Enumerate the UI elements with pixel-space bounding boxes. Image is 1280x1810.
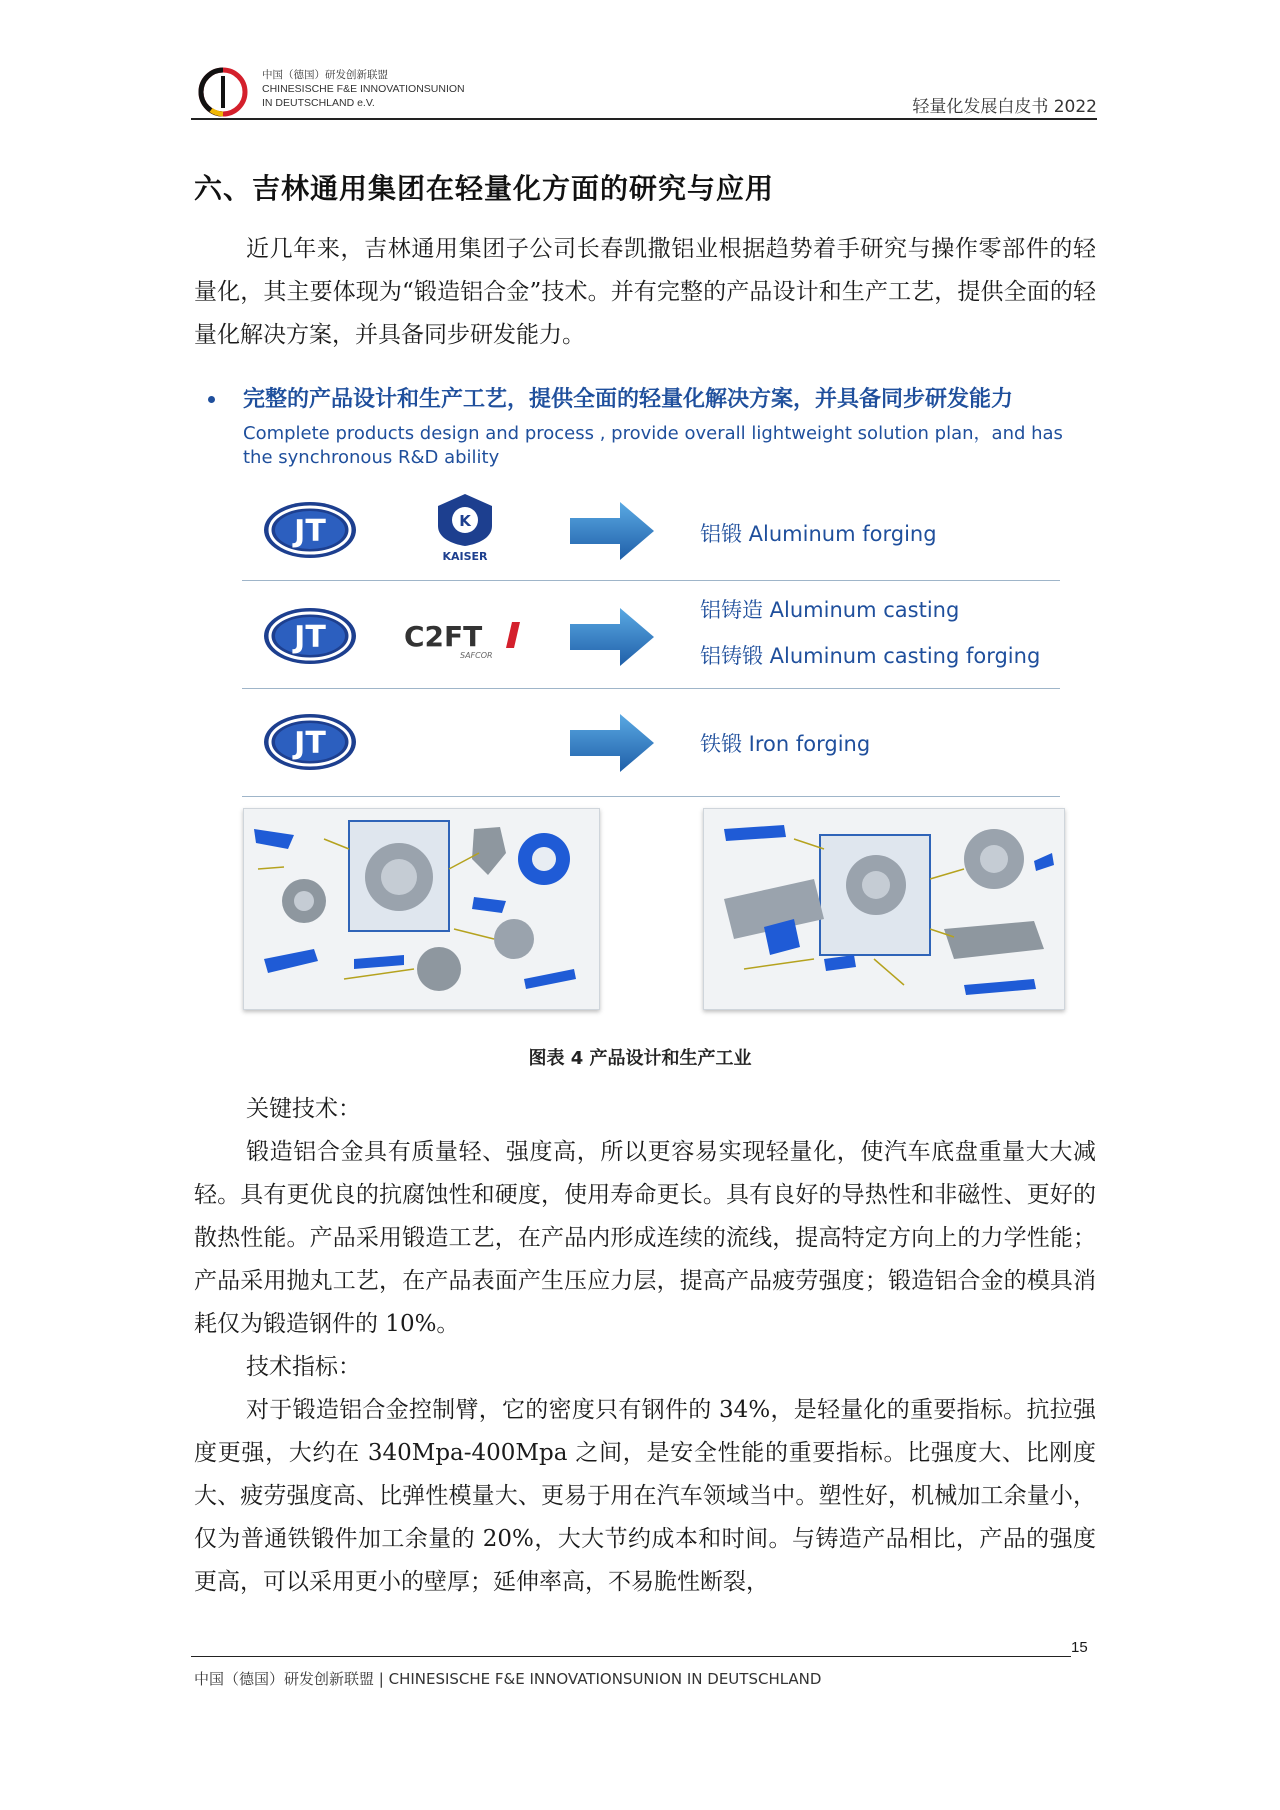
figure-heading-cn: 完整的产品设计和生产工艺，提供全面的轻量化解决方案，并具备同步研发能力 xyxy=(243,387,1014,412)
jt-logo xyxy=(262,606,358,666)
section-title: 六、吉林通用集团在轻量化方面的研究与应用 xyxy=(194,172,775,205)
row-label-aluminum-casting: 铝铸造 Aluminum casting xyxy=(700,598,960,622)
row-divider xyxy=(242,796,1060,797)
arrow-right-icon xyxy=(570,606,656,668)
svg-text:KAISER: KAISER xyxy=(442,550,488,563)
rear-suspension-parts-photo xyxy=(703,808,1065,1010)
footer-text: 中国（德国）研发创新联盟 | CHINESISCHE F&E INNOVATIONSUNION IN DEUTSCHLAND xyxy=(194,1670,822,1688)
jt-logo xyxy=(262,712,358,772)
body-text xyxy=(194,1088,1096,1604)
header-divider xyxy=(191,118,1097,120)
front-suspension-parts-photo xyxy=(243,808,600,1010)
footer-divider xyxy=(191,1656,1071,1657)
svg-text:SAFCOR: SAFCOR xyxy=(460,651,493,660)
intro-text: 近几年来，吉林通用集团子公司长春凯撒铝业根据趋势着手研究与操作零部件的轻量化，其主要体现为“锻造铝合金”技术。并有完整的产品设计和生产工艺，提供全面的轻量化解决方案，并具备同步研发能力。 xyxy=(194,236,1096,348)
intro-paragraph xyxy=(194,228,1096,357)
jt-logo xyxy=(262,500,358,560)
bullet-dot xyxy=(208,396,215,403)
technical-indicators-heading: 技术指标： xyxy=(246,1354,361,1380)
org-name xyxy=(262,68,465,110)
arrow-right-icon xyxy=(570,500,656,562)
key-technology-paragraph: 锻造铝合金具有质量轻、强度高，所以更容易实现轻量化，使汽车底盘重量大大减轻。具有更优良的抗腐蚀性和硬度，使用寿命更长。具有良好的导热性和非磁性、更好的散热性能。产品采用锻造工艺，在产品内形成连续的流线，提高特定方向上的力学性能；产品采用抛丸工艺，在产品表面产生压应力层，提高产品疲劳强度；锻造铝合金的模具消耗仅为锻造钢件的 10%。 xyxy=(194,1139,1096,1337)
row-divider xyxy=(242,688,1060,689)
org-name-de-line2: IN DEUTSCHLAND e.V. xyxy=(262,97,375,109)
alliance-logo xyxy=(197,66,249,118)
document-title: 轻量化发展白皮书 2022 xyxy=(912,97,1097,117)
figure-heading-en: Complete products design and process , provide overall lightweight solution plan，and has the synchronous R&D ability xyxy=(243,423,1063,468)
key-technology-heading: 关键技术： xyxy=(246,1096,361,1122)
svg-text:JT: JT xyxy=(294,514,326,549)
row-label-aluminum-casting-forging: 铝铸锻 Aluminum casting forging xyxy=(700,644,1041,668)
row-label-iron-forging: 铁锻 Iron forging xyxy=(700,732,871,756)
svg-text:JT: JT xyxy=(294,620,326,655)
row-divider xyxy=(242,580,1060,581)
figure-caption: 图表 4 产品设计和生产工业 xyxy=(528,1048,752,1069)
row-label-aluminum-forging: 铝锻 Aluminum forging xyxy=(700,522,937,546)
org-name-de: CHINESISCHE F&E INNOVATIONSUNION xyxy=(262,83,465,95)
technical-indicators-paragraph: 对于锻造铝合金控制臂，它的密度只有钢件的 34%，是轻量化的重要指标。抗拉强度更强，大约在 340Mpa-400Mpa 之间，是安全性能的重要指标。比强度大、比刚度大、疲劳强度高、比弹性模量大、更易于用在汽车领域当中。塑性好，机械加工余量小，仅为普通铁锻件加工余量的 20%，大大节约成本和时间。与铸造产品相比，产品的强度更高，可以采用更小的壁厚；延伸率高，不易脆性断裂， xyxy=(194,1397,1096,1595)
svg-text:JT: JT xyxy=(294,726,326,761)
org-name-cn: 中国（德国）研发创新联盟 xyxy=(262,69,388,81)
c2ft-logo xyxy=(400,616,528,660)
page-number: 15 xyxy=(1071,1639,1088,1656)
svg-text:C2FT: C2FT xyxy=(404,620,483,653)
arrow-right-icon xyxy=(570,712,656,774)
svg-text:K: K xyxy=(459,512,471,530)
kaiser-logo xyxy=(430,492,500,564)
